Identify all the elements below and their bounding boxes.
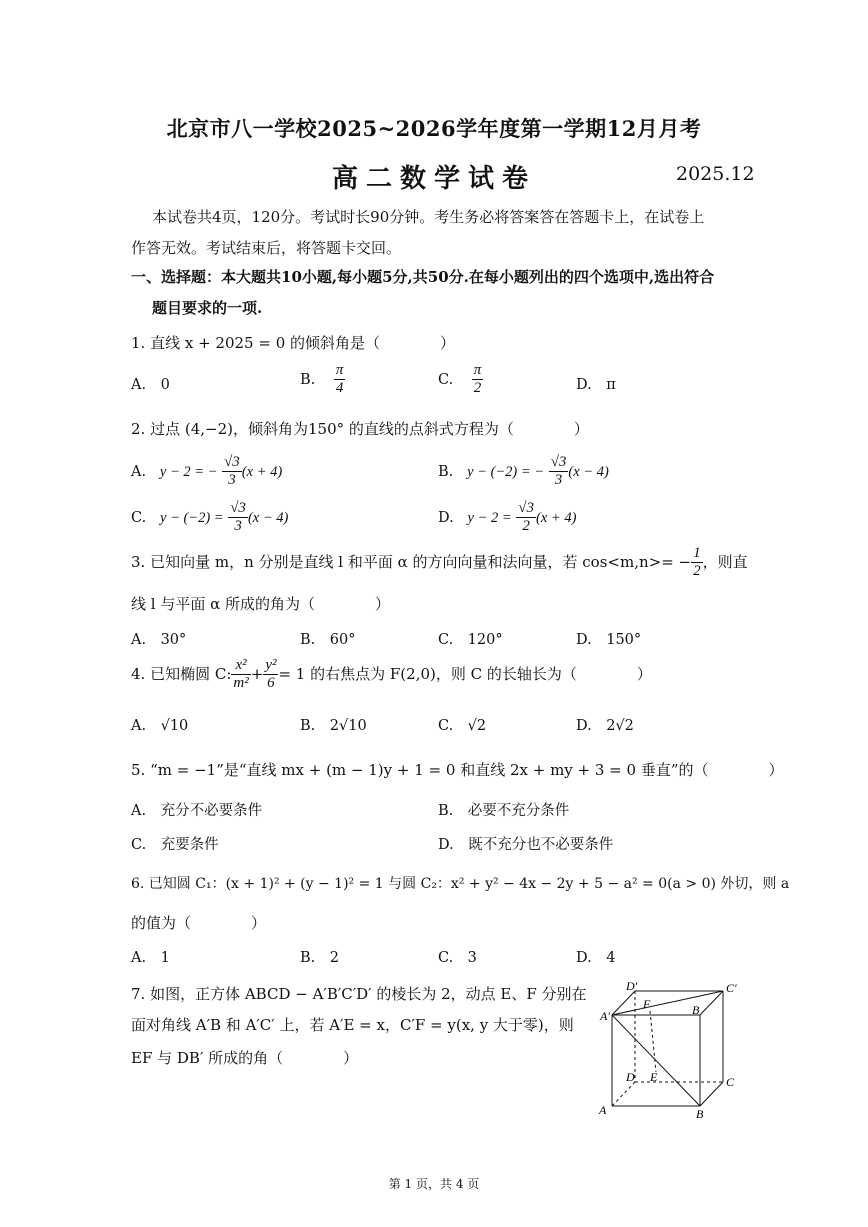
section-heading-line-2: 题目要求的一项.: [152, 299, 263, 317]
q6-option-b: B. 2: [300, 950, 339, 966]
q6-stem: 6. 已知圆 C₁：(x + 1)² + (y − 1)² = 1 与圆 C₂：x² + y² − 4x − 2y + 5 − a² = 0(a > 0) 外切，则 a: [131, 876, 790, 892]
q4-stem: 4. 已知椭圆 C: $\frac{\text{x²}}{\text{m²}}$ + $\frac{\text{y²}}{6}$ = 1 的右焦点为 F(2,0)，则 C 的长轴长为（ ）: [131, 657, 652, 692]
q1-option-a: A. 0: [131, 377, 170, 393]
q1-stem: 1. 直线 x + 2025 = 0 的倾斜角是（ ）: [131, 334, 456, 352]
q2-stem: 2. 过点 (4,−2)，倾斜角为150° 的直线的点斜式方程为（ ）: [131, 420, 589, 438]
q5-stem: 5. “m = −1”是“直线 mx + (m − 1)y + 1 = 0 和直线 2x + my + 3 = 0 垂直”的（ ）: [131, 761, 784, 779]
q6-option-a: A. 1: [131, 950, 170, 966]
q3-option-c: C. 120°: [438, 632, 503, 648]
q7-stem-line-1: 7. 如图，正方体 ABCD − A′B′C′D′ 的棱长为 2，动点 E、F 分别在: [131, 985, 587, 1003]
q2-option-c: C. y − (−2) = $\frac{√3}{3}$ (x − 4): [131, 500, 289, 535]
q5-option-a: A. 充分不必要条件: [131, 803, 263, 819]
label-a-prime: A′: [600, 1009, 610, 1023]
q5-option-d: D. 既不充分也不必要条件: [438, 837, 614, 853]
q7-stem-line-3: EF 与 DB′ 所成的角（ ）: [131, 1049, 359, 1067]
q7-stem-line-2: 面对角线 A′B 和 A′C′ 上，若 A′E = x，C′F = y(x, y 大于零)，则: [131, 1016, 574, 1034]
label-d-prime: D′: [626, 979, 638, 993]
intro-line-1: 本试卷共4页，120分。考试时长90分钟。考生务必将答案答在答题卡上，在试卷上: [152, 208, 705, 226]
q1-option-d: D. π: [576, 377, 616, 393]
label-c-prime: C′: [726, 981, 737, 995]
q6-stem-line-2: 的值为（ ）: [131, 914, 267, 932]
exam-title: 北京市八一学校2025~2026学年度第一学期12月月考: [166, 116, 702, 141]
page-footer: 第 1 页，共 4 页: [388, 1177, 480, 1191]
q2-option-d: D. y − 2 = $\frac{√3}{2}$ (x + 4): [438, 500, 577, 535]
q3-option-d: D. 150°: [576, 632, 642, 648]
cube-figure: [590, 978, 748, 1120]
q2-option-a: A. y − 2 = − $\frac{√3}{3}$ (x + 4): [131, 454, 283, 489]
q4-option-a: A. √10: [131, 718, 189, 734]
exam-date: 2025.12: [676, 163, 755, 185]
intro-line-2: 作答无效。考试结束后，将答题卡交回。: [131, 239, 402, 257]
label-d: D: [626, 1070, 635, 1084]
q1-option-c: C. $\frac{\pi}{2}$: [438, 362, 482, 397]
q4-option-c: C. √2: [438, 718, 487, 734]
q3-option-a: A. 30°: [131, 632, 187, 648]
q3-stem: 3. 已知向量 m，n 分别是直线 l 和平面 α 的方向向量和法向量，若 cos<m,n>= − $\frac{1}{2}$ ，则直: [131, 545, 748, 580]
q3-stem-line-2: 线 l 与平面 α 所成的角为（ ）: [131, 595, 391, 613]
label-a: A: [599, 1103, 607, 1117]
label-b: B: [696, 1107, 704, 1120]
q6-option-d: D. 4: [576, 950, 616, 966]
q4-option-d: D. 2√2: [576, 718, 634, 734]
label-e: E: [650, 1070, 658, 1084]
q4-option-b: B. 2√10: [300, 718, 367, 734]
section-heading-line-1: 一、选择题：本大题共10小题,每小题5分,共50分.在每小题列出的四个选项中,选出符合: [131, 268, 715, 286]
label-c: C: [726, 1075, 735, 1089]
label-f: F: [643, 997, 651, 1011]
q6-option-c: C. 3: [438, 950, 477, 966]
q3-option-b: B. 60°: [300, 632, 356, 648]
label-b-prime: B: [692, 1003, 700, 1017]
q5-option-c: C. 充要条件: [131, 837, 219, 853]
q2-option-b: B. y − (−2) = − $\frac{√3}{3}$ (x − 4): [438, 454, 609, 489]
q5-option-b: B. 必要不充分条件: [438, 803, 570, 819]
exam-subtitle: 高二数学试卷: [331, 164, 536, 194]
q1-option-b: B. $\frac{\pi}{4}$: [300, 362, 344, 397]
